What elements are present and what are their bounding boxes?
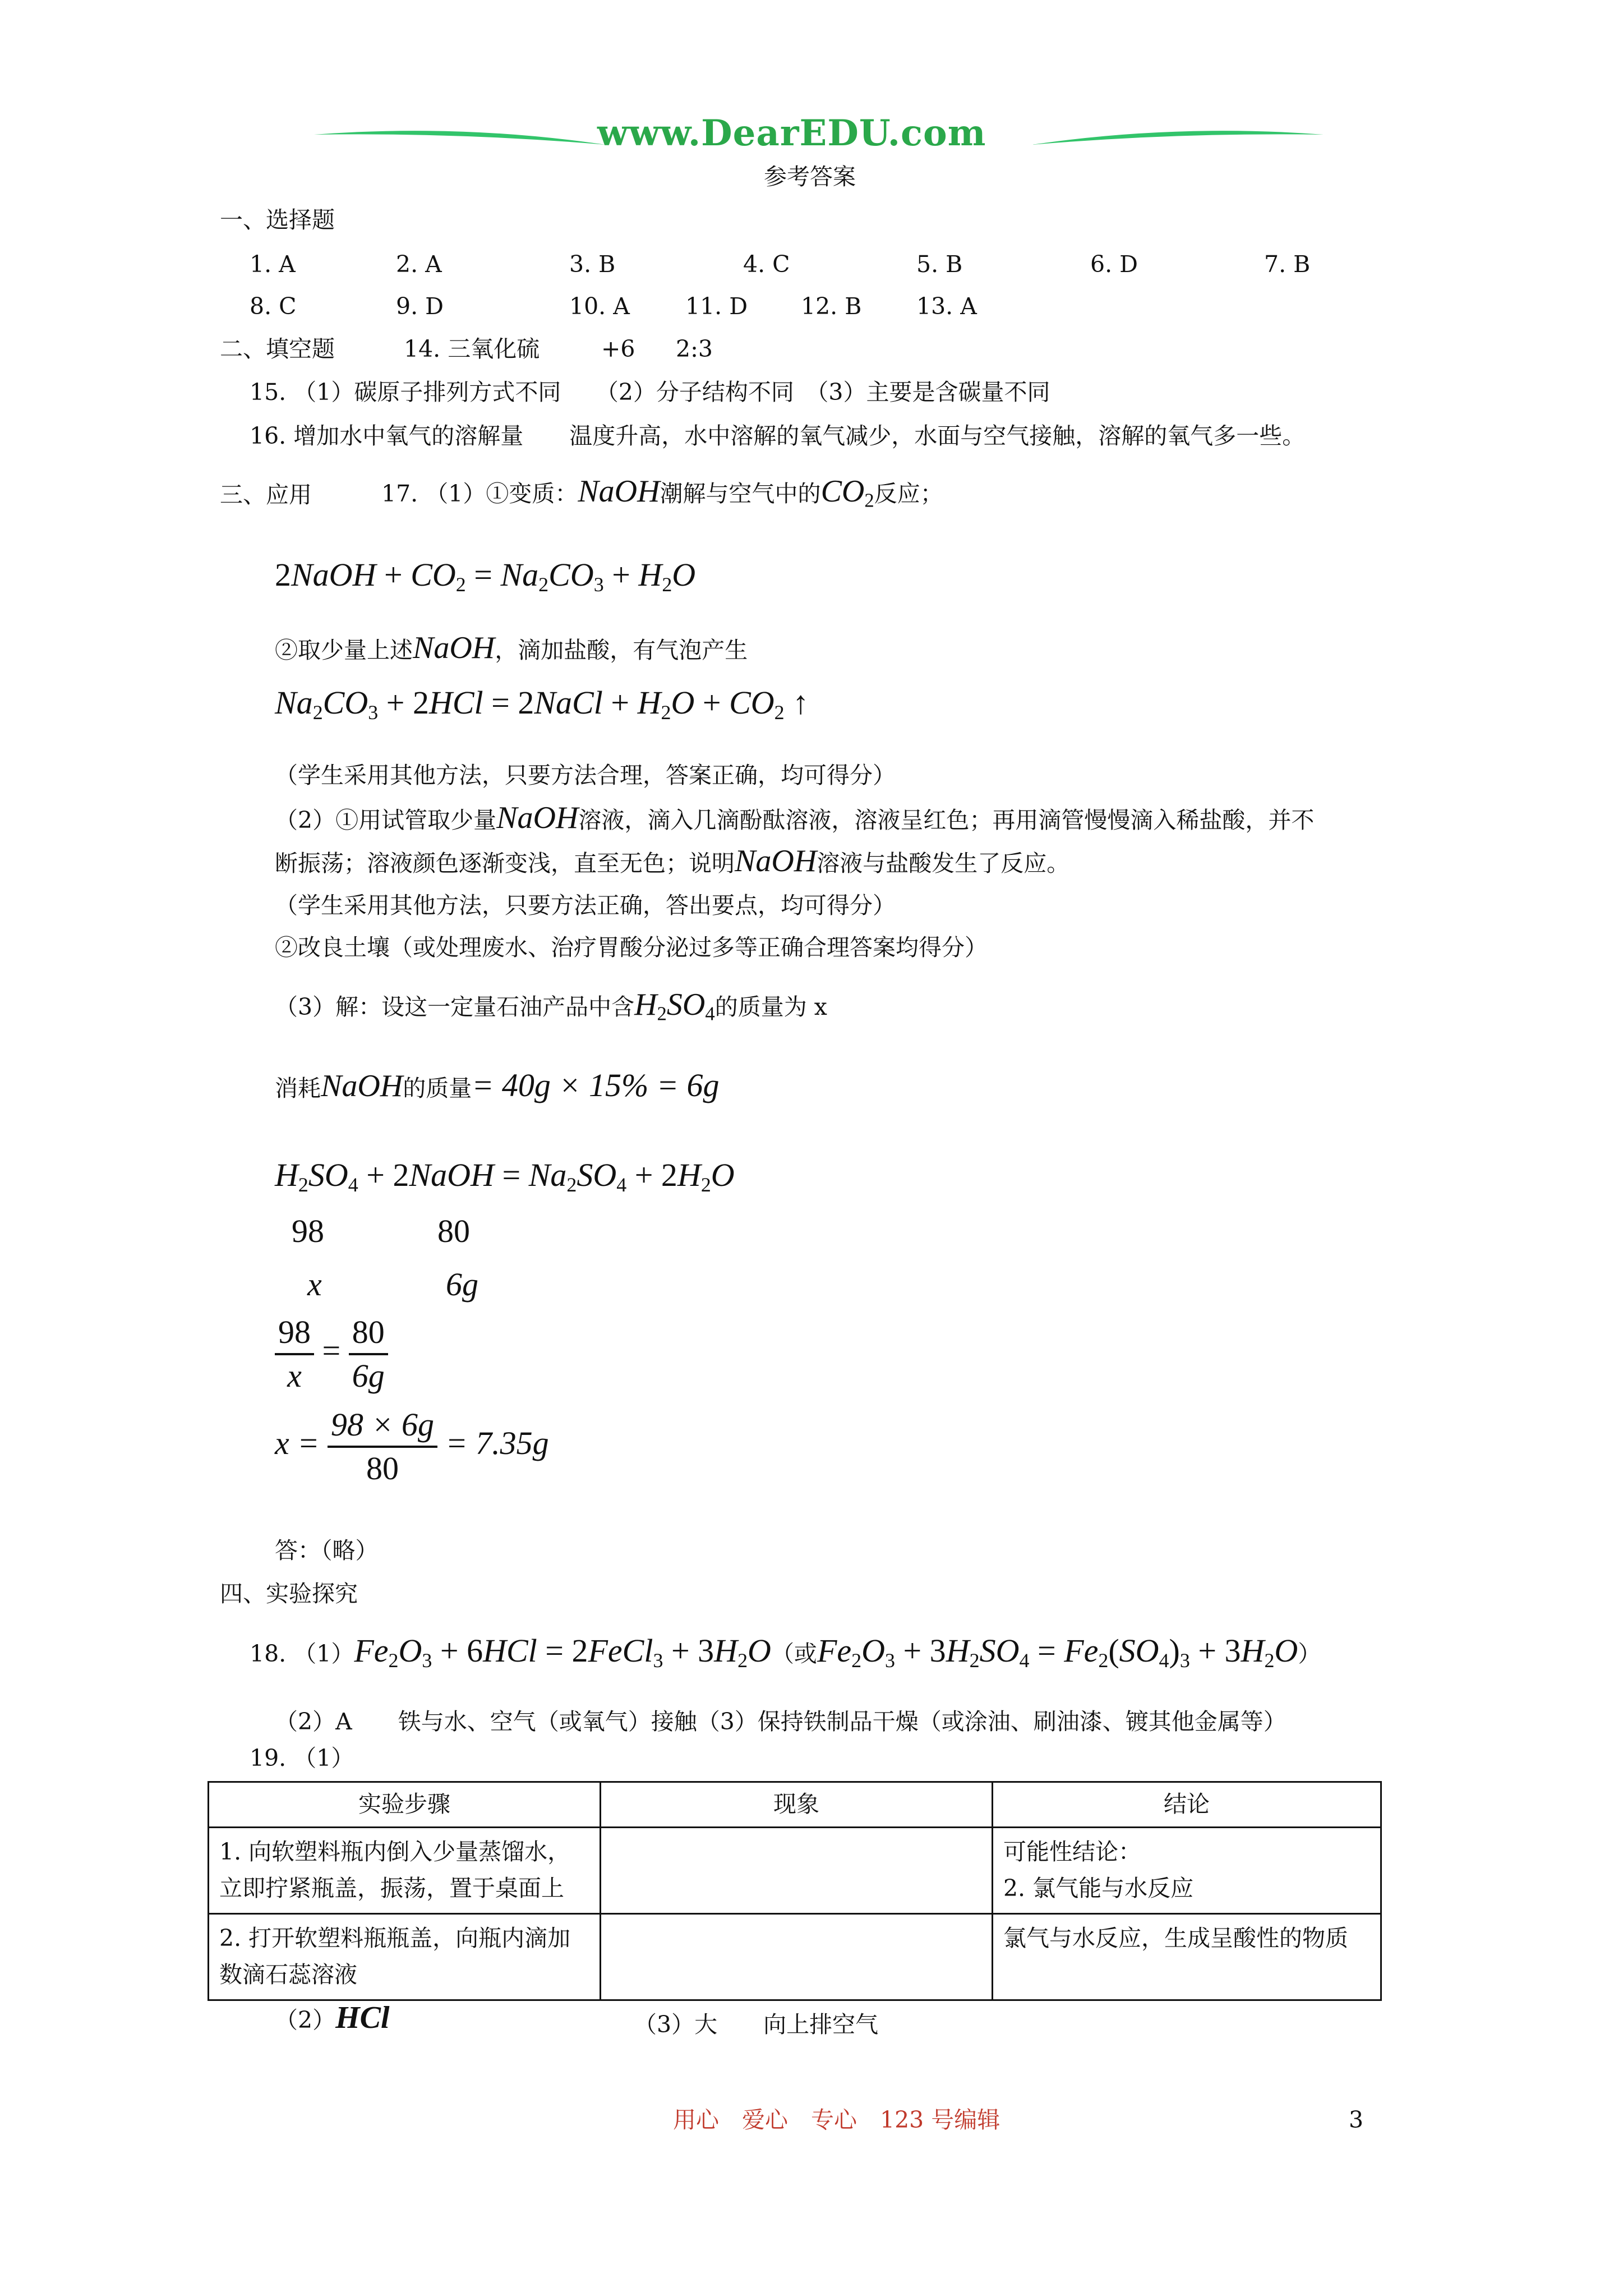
answer-18-prefix: 18. （1） [250,1640,354,1667]
answer-16: 16. 增加水中氧气的溶解量 温度升高，水中溶解的氧气减少，水面与空气接触，溶解的氧气多一些。 [250,422,1306,449]
answer-4: 4. C [743,251,790,278]
page-title: 参考答案 [764,163,856,190]
logo-swoosh-right [1032,125,1324,158]
formula-h2so4: $H_2SO_4$ [634,987,715,1025]
phenomenon-cell [601,1913,993,2000]
answer-14-ratio: 2:3 [676,335,713,362]
equation-fe2o3-hcl: $Fe_2O_3 + 6HCl$ = 2FeCl$_3$ + $3H_2O$ [354,1632,771,1672]
page-number: 3 [1349,2106,1364,2133]
answer-18-2: （2）A 铁与水、空气（或氧气）接触（3）保持铁制品干燥（或涂油、刷油漆、镀其他金属等） [275,1708,1287,1735]
naoh-consumed-line [275,1066,719,1105]
answer-17-3-suffix: 的质量为 x [714,993,827,1020]
note-other-methods-1: （学生采用其他方法，只要方法合理，答案正确，均可得分） [275,762,896,789]
answer-8: 8. C [250,293,297,320]
mass-6g: 6g [446,1266,478,1303]
answer-18-1 [250,1631,1321,1671]
conclusion-cell [992,1913,1381,2000]
answer-17-1-prefix: 17. （1）①变质： [381,480,578,507]
answer-omitted: 答：（略） [275,1537,379,1564]
logo-swoosh-left [314,125,606,158]
formula-naoh-4: NaOH [735,844,817,878]
answer-5: 5. B [916,251,963,278]
answer-19-2 [275,2000,390,2036]
answer-11: 11. D [685,293,748,320]
molar-mass-80: 80 [437,1213,470,1249]
calc-result: = 7.35g [445,1424,549,1461]
step-cell: 2. 打开软塑料瓶瓶盖，向瓶内滴加数滴石蕊溶液 [209,1913,601,2000]
formula-hcl: HCl [335,2000,390,2035]
answer-10: 10. A [569,293,630,320]
answer-17-2-line2-prefix: 断振荡；溶液颜色逐渐变浅，直至无色；说明 [275,850,735,877]
calc-fraction: $\frac{98 \times 6g}{80}$ [328,1405,437,1488]
formula-co2: $CO_2$ [820,474,874,512]
answer-13: 13. A [916,293,977,320]
answer-17-2-line2-suffix: 溶液与盐酸发生了反应。 [817,850,1070,877]
answer-17-2-line2 [275,843,1069,880]
equation-h2so4-naoh: $H_2SO_4$ + 2NaOH = $Na_2SO_4 + 2H_2O$ [275,1157,735,1197]
answer-19-2-prefix: （2） [275,2007,336,2033]
experiment-table [208,1781,1382,2001]
answer-2: 2. A [396,251,442,278]
naoh-consumed-suffix: 的质量 [403,1075,472,1102]
header-phenomenon: 现象 [601,1782,993,1828]
proportion: $\frac{98}{x}$ = $\frac{80}{6g}$ [275,1313,388,1395]
section-heading-application: 三、应用 [220,481,312,508]
answer-17-1-suffix: 反应； [874,480,943,507]
logo-text: www.DearEDU.com [597,112,986,154]
section-heading-fill: 二、填空题 [220,335,335,362]
answer-18-or-open: （或 [771,1640,817,1667]
answer-19-3: （3）大 向上排空气 [634,2011,879,2038]
conclusion-cell [992,1827,1381,1913]
answer-17-2-line1 [275,799,1314,837]
formula-naoh-3: NaOH [496,800,579,835]
note-other-methods-2: （学生采用其他方法，只要方法正确，答出要点，均可得分） [275,892,896,919]
answer-17-1-mid: 潮解与空气中的 [660,480,821,507]
molar-mass-98: 98 [292,1213,324,1249]
answer-9: 9. D [396,293,444,320]
footer-text: 用心 爱心 专心 123 号编辑 [673,2106,1000,2133]
equation-naoh-co2: 2NaOH + $CO_2 = Na_2CO_3 + H_2O$ [275,556,696,596]
header-step: 实验步骤 [209,1782,601,1828]
phenomenon-cell [601,1827,993,1913]
unknown-x: x [307,1266,322,1303]
answer-12: 12. B [801,293,862,320]
formula-naoh: NaOH [578,474,660,509]
answer-7: 7. B [1264,251,1311,278]
proportion-left: $\frac{98}{x}$ [275,1313,314,1395]
answer-19-1: 19. （1） [250,1745,354,1772]
answer-18-or-close: ） [1298,1640,1321,1667]
answer-17-3-setup [275,986,827,1024]
calculation [275,1405,549,1488]
proportion-right: $\frac{80}{6g}$ [349,1313,388,1395]
conclusion-line: 2. 氯气能与水反应 [1003,1875,1194,1902]
answer-17-2-line1-prefix: （2）①用试管取少量 [275,807,497,834]
answer-14-valence: +6 [601,335,635,362]
answer-17-1-line [381,473,943,510]
section-heading-choice: 一、选择题 [220,206,335,233]
formula-naoh-2: NaOH [413,631,495,665]
formula-naoh-5: NaOH [321,1069,403,1103]
answer-1: 1. A [250,251,296,278]
answer-17-1-test-prefix: ②取少量上述 [275,637,413,664]
conclusion-line: 可能性结论： [1003,1838,1141,1865]
section-heading-experiment: 四、实验探究 [220,1580,358,1607]
table-row [209,1827,1381,1913]
header-logo [303,112,1324,163]
answer-15: 15. （1）碳原子排列方式不同 （2）分子结构不同 （3）主要是含碳量不同 [250,379,1050,406]
answer-14: 14. 三氧化硫 [404,335,540,362]
answer-17-3-prefix: （3）解：设这一定量石油产品中含 [275,993,635,1020]
conclusion-line: 氯气与水反应，生成呈酸性的物质 [1003,1924,1348,1952]
table-header-row [209,1782,1381,1828]
answer-17-1-test-suffix: ，滴加盐酸，有气泡产生 [495,637,748,664]
step-cell: 1. 向软塑料瓶内倒入少量蒸馏水，立即拧紧瓶盖，振荡，置于桌面上 [209,1827,601,1913]
answer-17-1-test [275,629,748,667]
equation-na2co3-hcl: $Na_2CO_3 + 2HCl$ = 2NaCl + $H_2O + CO_2$ ↑ [275,684,809,724]
calc-lhs: x = [275,1424,320,1461]
answer-3: 3. B [569,251,616,278]
answer-17-2-b: ②改良土壤（或处理废水、治疗胃酸分泌过多等正确合理答案均得分） [275,934,988,961]
answer-17-2-line1-suffix: 溶液，滴入几滴酚酞溶液，溶液呈红色；再用滴管慢慢滴入稀盐酸，并不 [578,807,1315,834]
equation-fe2o3-h2so4: $Fe_2O_3 + 3H_2SO_4 = Fe_2(SO_4)_3 + 3H_2O$ [817,1632,1298,1672]
answer-6: 6. D [1090,251,1138,278]
table-row [209,1913,1381,2000]
naoh-consumed-prefix: 消耗 [275,1075,321,1102]
header-conclusion: 结论 [992,1782,1381,1828]
naoh-consumed-expr: = 40g × 15% = 6g [472,1067,720,1103]
